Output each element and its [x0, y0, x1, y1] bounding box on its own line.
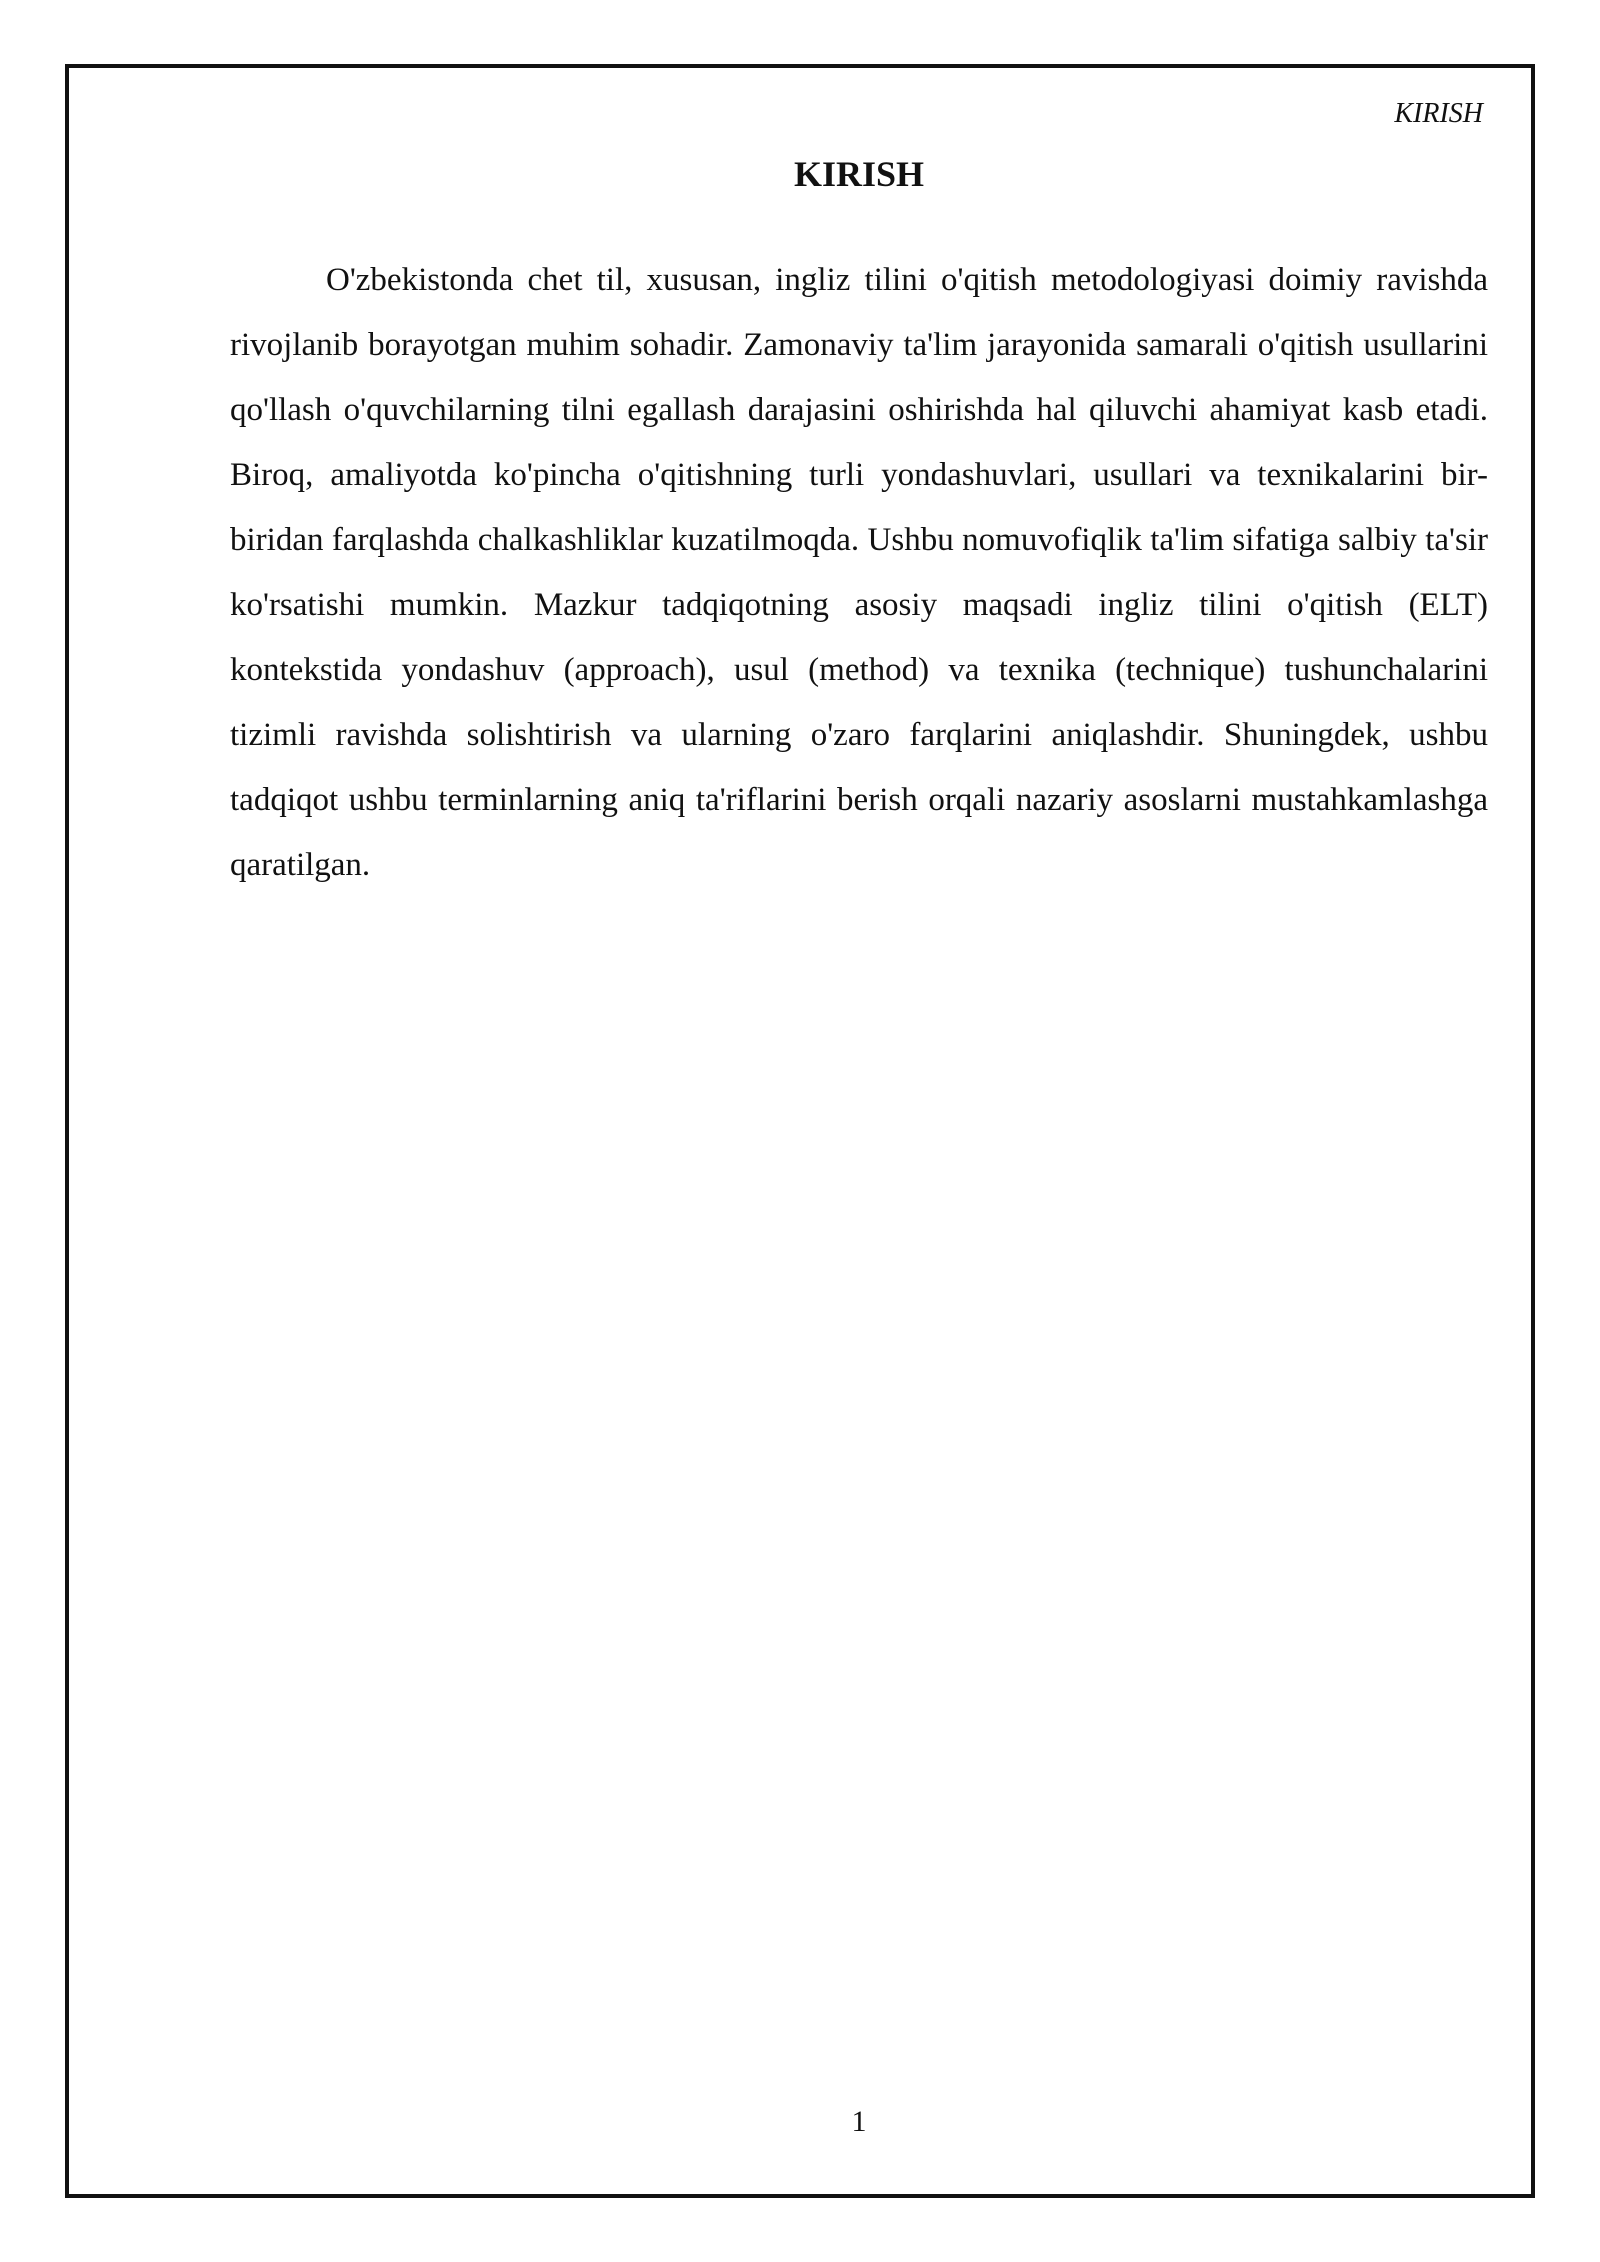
running-header: KIRISH [1394, 98, 1483, 129]
body-paragraph: O'zbekistonda chet til, xususan, ingliz tilini o'qitish metodologiyasi doimiy ravishda rivojlanib borayotgan muhim sohadir. Zamonaviy ta'lim jarayonida samarali o'qitish usullarini qo'llash o'quvchilarning tilni egallash darajasini oshirishda hal qiluvchi ahamiyat kasb etadi. Biroq, amaliyotda ko'pincha o'qitishning turli yondashuvlari, usullari va texnikalarini bir-biridan farqlashda chalkashliklar kuzatilmoqda. Ushbu nomuvofiqlik ta'lim sifatiga salbiy ta'sir ko'rsatishi mumkin. Mazkur tadqiqotning asosiy maqsadi ingliz tilini o'qitish (ELT) kontekstida yondashuv (approach), usul (method) va texnika (technique) tushunchalarini tizimli ravishda solishtirish va ularning o'zaro farqlarini aniqlashdir. Shuningdek, ushbu tadqiqot ushbu terminlarning aniq ta'riflarini berish orqali nazariy asoslarni mustahkamlashga qaratilgan. [230, 262, 1488, 883]
page-number: 1 [851, 2105, 867, 2138]
page-title: KIRISH [793, 154, 925, 194]
